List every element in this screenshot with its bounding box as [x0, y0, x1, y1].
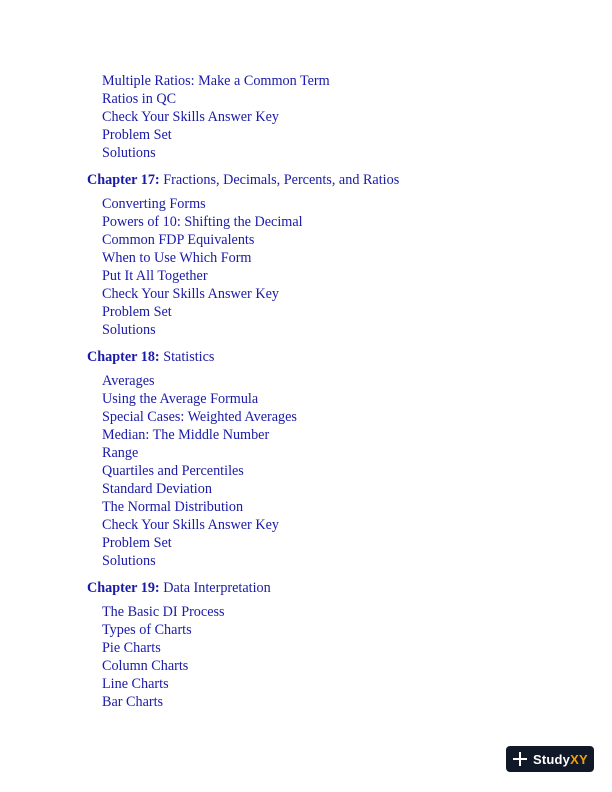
plus-icon: [513, 752, 527, 766]
toc-entry[interactable]: The Normal Distribution: [102, 499, 244, 515]
chapter-heading-18[interactable]: [87, 348, 214, 366]
toc-entry[interactable]: Multiple Ratios: Make a Common Term: [102, 73, 330, 89]
toc-entry[interactable]: Put It All Together: [102, 268, 208, 284]
toc-entry[interactable]: Range: [102, 445, 139, 461]
toc-entry[interactable]: Check Your Skills Answer Key: [102, 109, 279, 125]
brand-accent: XY: [570, 751, 588, 767]
chapter-title: Data Interpretation: [163, 580, 271, 596]
toc-entry[interactable]: Problem Set: [102, 535, 172, 551]
brand-logo: [533, 752, 588, 767]
toc-entry[interactable]: Pie Charts: [102, 640, 161, 656]
toc-entry[interactable]: Problem Set: [102, 127, 172, 143]
toc-entry[interactable]: Problem Set: [102, 304, 172, 320]
toc-entry[interactable]: Types of Charts: [102, 622, 192, 638]
toc-entry[interactable]: Solutions: [102, 322, 156, 338]
toc-entry[interactable]: Solutions: [102, 553, 156, 569]
toc-entry[interactable]: Quartiles and Percentiles: [102, 463, 244, 479]
toc-entry[interactable]: When to Use Which Form: [102, 250, 252, 266]
toc-entry[interactable]: Solutions: [102, 145, 156, 161]
toc-entry[interactable]: Powers of 10: Shifting the Decimal: [102, 214, 303, 230]
studyxy-badge[interactable]: [506, 746, 594, 772]
toc-entry[interactable]: Converting Forms: [102, 196, 206, 212]
chapter-title: Statistics: [163, 349, 215, 365]
toc-entry[interactable]: Common FDP Equivalents: [102, 232, 255, 248]
toc-entry[interactable]: Ratios in QC: [102, 91, 177, 107]
toc-entry[interactable]: Bar Charts: [102, 694, 164, 710]
toc-entry[interactable]: Check Your Skills Answer Key: [102, 517, 279, 533]
toc-entry[interactable]: Column Charts: [102, 658, 189, 674]
toc-entry[interactable]: Median: The Middle Number: [102, 427, 270, 443]
brand-main: Study: [533, 751, 571, 767]
toc-entry[interactable]: Line Charts: [102, 676, 169, 692]
chapter-number: Chapter 17:: [87, 172, 160, 188]
chapter-number: Chapter 19:: [87, 580, 160, 596]
toc-entry[interactable]: Using the Average Formula: [102, 391, 259, 407]
chapter-heading-17[interactable]: [87, 171, 399, 189]
toc-entry[interactable]: Check Your Skills Answer Key: [102, 286, 279, 302]
toc-entry[interactable]: The Basic DI Process: [102, 604, 225, 620]
toc-entry[interactable]: Averages: [102, 373, 155, 389]
toc-entry[interactable]: Special Cases: Weighted Averages: [102, 409, 297, 425]
toc-entry[interactable]: Standard Deviation: [102, 481, 212, 497]
chapter-heading-19[interactable]: [87, 579, 271, 597]
chapter-number: Chapter 18:: [87, 349, 160, 365]
chapter-title: Fractions, Decimals, Percents, and Ratios: [163, 172, 400, 188]
